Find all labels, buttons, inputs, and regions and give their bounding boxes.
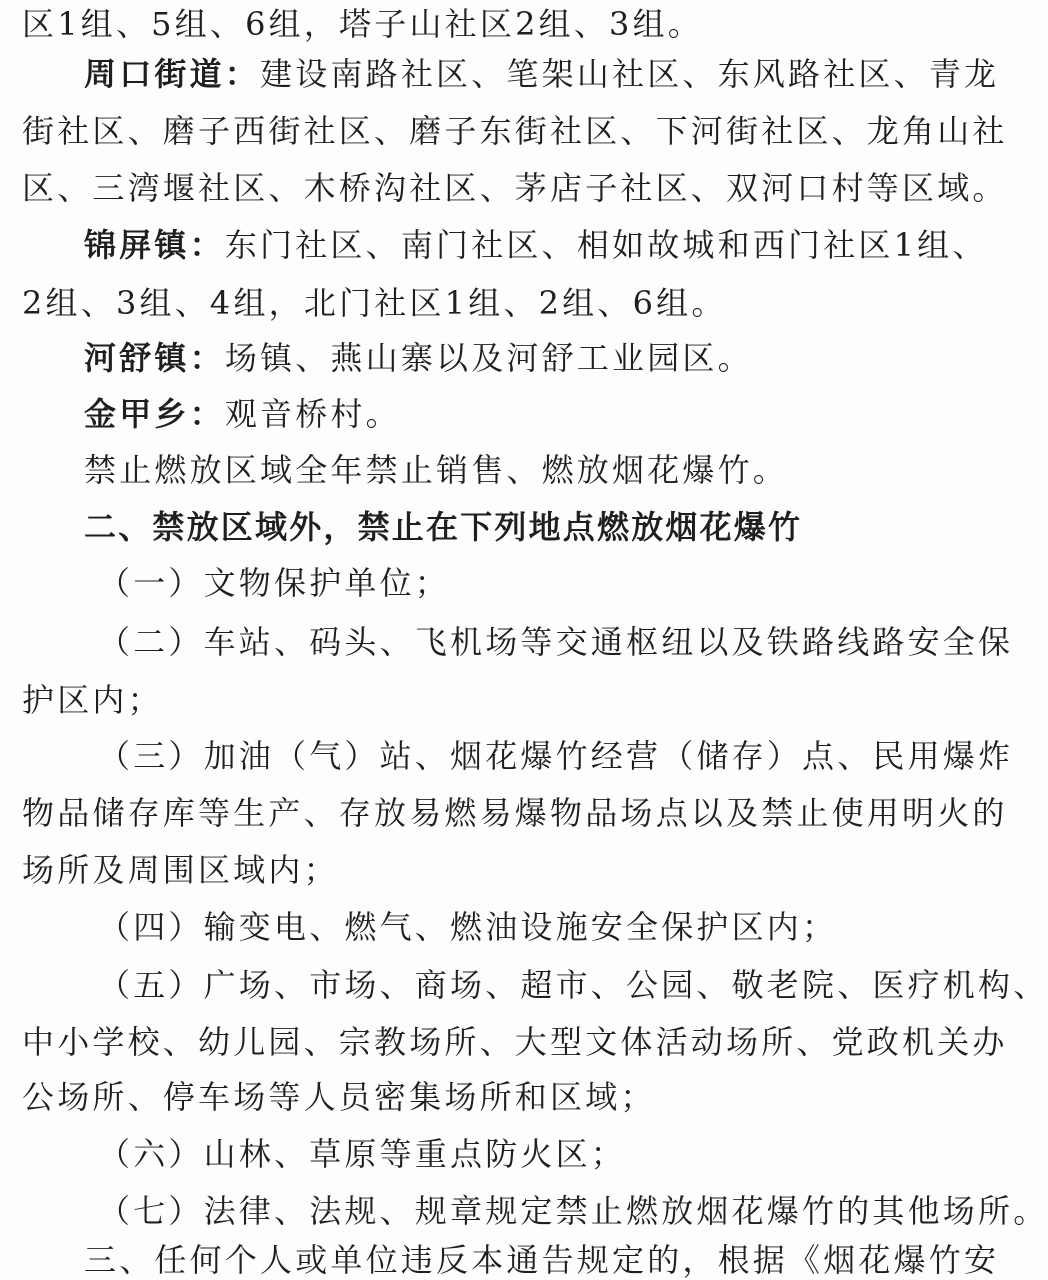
list-item: （二）车站、码头、飞机场等交通枢纽以及铁路线路安全保 xyxy=(98,623,1014,661)
district-text: 东门社区、南门社区、相如故城和西门社区1组、 xyxy=(224,226,988,264)
text-line: 物品储存库等生产、存放易燃易爆物品场点以及禁止使用明火的 xyxy=(22,794,1008,832)
list-item: （三）加油（气）站、烟花爆竹经营（储存）点、民用爆炸 xyxy=(98,737,1014,775)
list-item: （七）法律、法规、规章规定禁止燃放烟花爆竹的其他场所。 xyxy=(98,1192,1048,1230)
paragraph-heshu xyxy=(84,338,989,378)
district-text: 场镇、燕山寨以及河舒工业园区。 xyxy=(224,339,753,377)
list-item: （五）广场、市场、商场、超市、公园、敬老院、医疗机构、 xyxy=(98,966,1048,1004)
district-text: 建设南路社区、笔架山社区、东风路社区、青龙 xyxy=(260,55,1000,93)
text-line: 禁止燃放区域全年禁止销售、燃放烟花爆竹。 xyxy=(84,451,789,489)
paragraph-zhoukou xyxy=(84,54,1000,94)
district-label: 锦屏镇： xyxy=(84,226,225,264)
text-line: 护区内； xyxy=(22,681,163,719)
text-line: 区1组、5组、6组，塔子山社区2组、3组。 xyxy=(22,5,703,43)
district-label: 金甲乡： xyxy=(84,395,225,433)
text-line: 中小学校、幼儿园、宗教场所、大型文体活动场所、党政机关办 xyxy=(22,1023,1008,1061)
district-text: 观音桥村。 xyxy=(224,395,401,433)
district-label: 周口街道： xyxy=(84,55,261,93)
paragraph-jinping xyxy=(84,225,989,265)
district-label: 河舒镇： xyxy=(84,339,225,377)
paragraph-jinjia xyxy=(84,394,989,434)
text-line: 区、三湾堰社区、木桥沟社区、茅店子社区、双河口村等区域。 xyxy=(22,169,1008,207)
text-line: 场所及周围区域内； xyxy=(22,851,339,889)
list-item: （四）输变电、燃气、燃油设施安全保护区内； xyxy=(98,908,838,946)
list-item: （六）山林、草原等重点防火区； xyxy=(98,1135,627,1173)
section-heading: 二、禁放区域外，禁止在下列地点燃放烟花爆竹 xyxy=(84,508,803,546)
text-line: 公场所、停车场等人员密集场所和区域； xyxy=(22,1078,656,1116)
list-item: （一）文物保护单位； xyxy=(98,564,451,602)
section-heading: 三、任何个人或单位违反本通告规定的，根据《烟花爆竹安 xyxy=(84,1241,1000,1279)
text-line: 2组、3组、4组，北门社区1组、2组、6组。 xyxy=(22,284,727,322)
text-line: 街社区、磨子西街社区、磨子东街社区、下河街社区、龙角山社 xyxy=(22,112,1008,150)
